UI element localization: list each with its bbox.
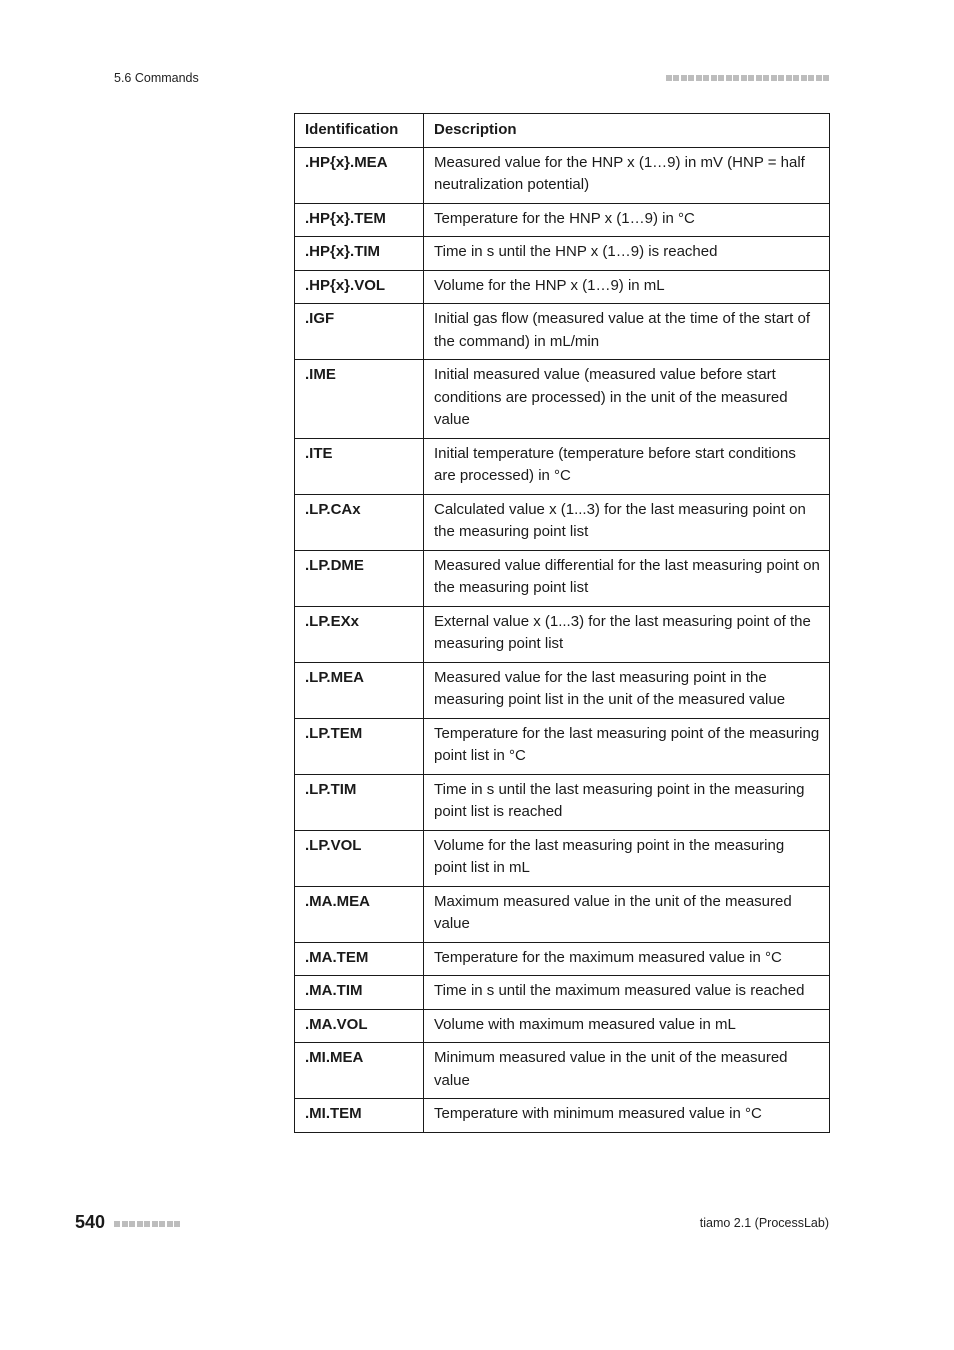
table-row	[295, 237, 830, 271]
identification-cell: .MI.TEM	[295, 1099, 424, 1133]
description-cell: Initial measured value (measured value before start conditions are processed) in the unit of the measured value	[424, 360, 830, 439]
table-row	[295, 942, 830, 976]
table-row	[295, 270, 830, 304]
description-cell: External value x (1...3) for the last measuring point of the measuring point list	[424, 606, 830, 662]
description-cell: Measured value for the HNP x (1…9) in mV (HNP = half neutralization potential)	[424, 147, 830, 203]
identification-cell: .LP.MEA	[295, 662, 424, 718]
description-cell: Initial gas flow (measured value at the time of the start of the command) in mL/min	[424, 304, 830, 360]
table-row	[295, 438, 830, 494]
table-header-row	[295, 114, 830, 148]
section-title: 5.6 Commands	[114, 71, 199, 85]
column-header-description: Description	[424, 114, 830, 148]
identification-cell: .HP{x}.TIM	[295, 237, 424, 271]
description-cell: Volume for the last measuring point in the measuring point list in mL	[424, 830, 830, 886]
table-row	[295, 304, 830, 360]
table-row	[295, 1043, 830, 1099]
table-row	[295, 976, 830, 1010]
header-decoration	[666, 75, 830, 81]
table-row	[295, 147, 830, 203]
product-name: tiamo 2.1 (ProcessLab)	[699, 1216, 829, 1230]
description-cell: Minimum measured value in the unit of the measured value	[424, 1043, 830, 1099]
identification-cell: .LP.VOL	[295, 830, 424, 886]
description-cell: Time in s until the HNP x (1…9) is reached	[424, 237, 830, 271]
table-row	[295, 718, 830, 774]
identification-cell: .MA.MEA	[295, 886, 424, 942]
table-row	[295, 662, 830, 718]
description-cell: Time in s until the maximum measured value is reached	[424, 976, 830, 1010]
table-row	[295, 774, 830, 830]
table-row	[295, 606, 830, 662]
identification-cell: .LP.TIM	[295, 774, 424, 830]
table-row	[295, 360, 830, 439]
table-row	[295, 203, 830, 237]
table-row	[295, 1009, 830, 1043]
table-row	[295, 1099, 830, 1133]
identification-cell: .LP.TEM	[295, 718, 424, 774]
description-cell: Volume for the HNP x (1…9) in mL	[424, 270, 830, 304]
description-cell: Time in s until the last measuring point in the measuring point list is reached	[424, 774, 830, 830]
description-cell: Temperature for the last measuring point of the measuring point list in °C	[424, 718, 830, 774]
description-cell: Initial temperature (temperature before start conditions are processed) in °C	[424, 438, 830, 494]
identification-cell: .IGF	[295, 304, 424, 360]
description-cell: Temperature for the HNP x (1…9) in °C	[424, 203, 830, 237]
command-variables-table	[294, 113, 830, 1133]
table-row	[295, 550, 830, 606]
footer-decoration	[114, 1221, 180, 1227]
table-row	[295, 886, 830, 942]
description-cell: Measured value for the last measuring point in the measuring point list in the unit of the measured value	[424, 662, 830, 718]
identification-cell: .LP.EXx	[295, 606, 424, 662]
description-cell: Volume with maximum measured value in mL	[424, 1009, 830, 1043]
identification-cell: .HP{x}.MEA	[295, 147, 424, 203]
table-row	[295, 494, 830, 550]
description-cell: Measured value differential for the last measuring point on the measuring point list	[424, 550, 830, 606]
column-header-identification: Identification	[295, 114, 424, 148]
identification-cell: .HP{x}.VOL	[295, 270, 424, 304]
identification-cell: .LP.CAx	[295, 494, 424, 550]
identification-cell: .MI.MEA	[295, 1043, 424, 1099]
page-number: 540	[75, 1212, 106, 1232]
description-cell: Calculated value x (1...3) for the last measuring point on the measuring point list	[424, 494, 830, 550]
table-row	[295, 830, 830, 886]
identification-cell: .MA.TIM	[295, 976, 424, 1010]
identification-cell: .MA.VOL	[295, 1009, 424, 1043]
identification-cell: .HP{x}.TEM	[295, 203, 424, 237]
description-cell: Temperature with minimum measured value in °C	[424, 1099, 830, 1133]
identification-cell: .IME	[295, 360, 424, 439]
description-cell: Maximum measured value in the unit of the measured value	[424, 886, 830, 942]
identification-cell: .ITE	[295, 438, 424, 494]
identification-cell: .LP.DME	[295, 550, 424, 606]
identification-cell: .MA.TEM	[295, 942, 424, 976]
description-cell: Temperature for the maximum measured value in °C	[424, 942, 830, 976]
